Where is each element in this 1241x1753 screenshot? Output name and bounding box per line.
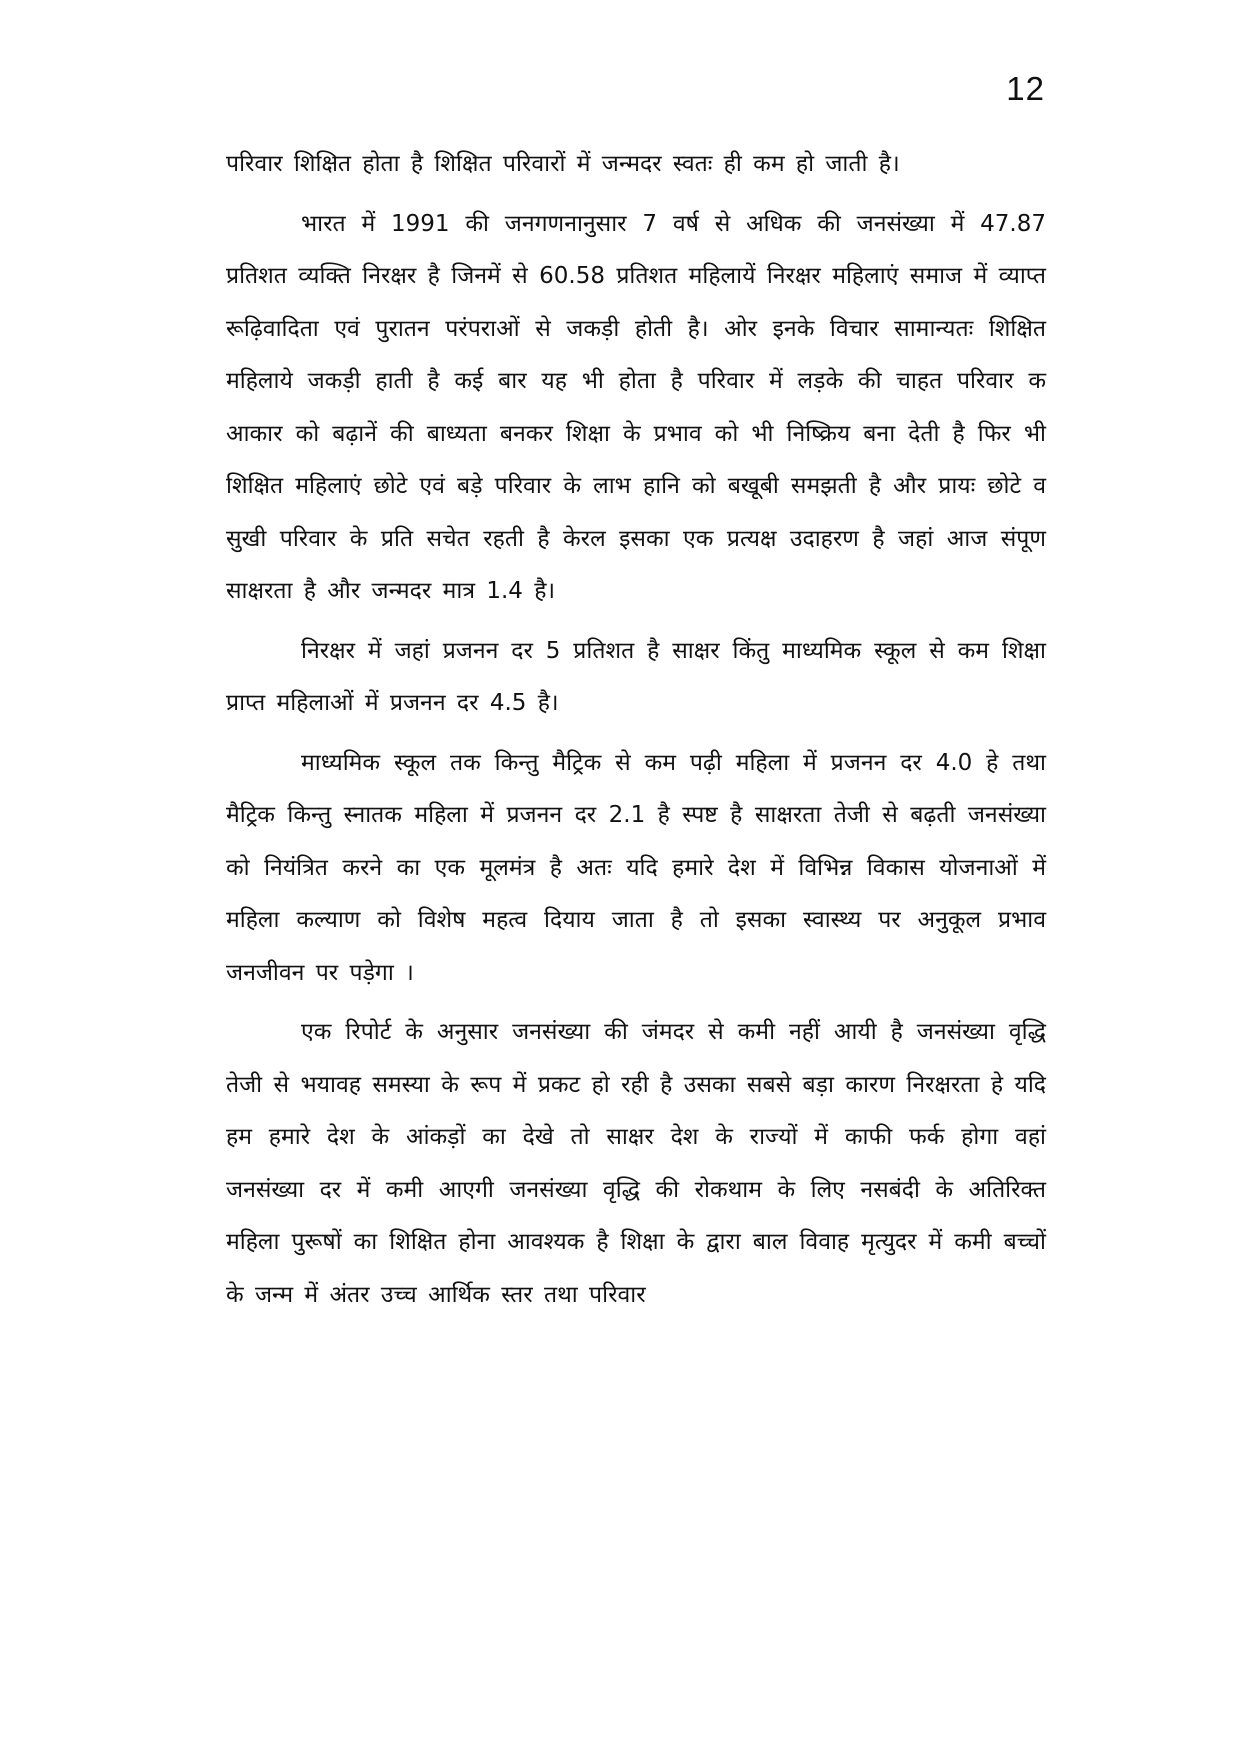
paragraph-report: एक रिपोर्ट के अनुसार जनसंख्या की जंमदर से कमी नहीं आयी है जनसंख्या वृद्धि तेजी से भयावह समस्या के रूप में प्रकट हो रही है उसका सबसे बड़ा कारण निरक्षरता हे यदि हम हमारे देश के आंकड़ों का देखे तो साक्षर देश के राज्यों में काफी फर्क होगा वहां जनसंख्या दर में कमी आएगी जनसंख्या वृद्धि की रोकथाम के लिए नसबंदी के अतिरिक्त महिला पुरूषों का शिक्षित होना आवश्यक है शिक्षा के द्वारा बाल विवाह मृत्युदर में कमी बच्चों के जन्म में अंतर उच्च आर्थिक स्तर तथा परिवार [226, 1019, 1046, 1308]
page-number: 12 [1006, 70, 1045, 107]
paragraph-continued: परिवार शिक्षित होता है शिक्षित परिवारों में जन्मदर स्वतः ही कम हो जाती है। [226, 151, 900, 177]
paragraph-fertility-illiterate: निरक्षर में जहां प्रजनन दर 5 प्रतिशत है साक्षर किंतु माध्यमिक स्कूल से कम शिक्षा प्राप्त महिलाओं में प्रजनन दर 4.5 है। [226, 637, 1046, 716]
page-body [226, 138, 1046, 1321]
paragraph-literacy-census: भारत में 1991 की जनगणनानुसार 7 वर्ष से अधिक की जनसंख्या में 47.87 प्रतिशत व्यक्ति निरक्षर है जिनमें से 60.58 प्रतिशत महिलायें निरक्षर महिलाएं समाज में व्याप्त रूढ़िवादिता एवं पुरातन परंपराओं से जकड़ी होती है। ओर इनके विचार सामान्यतः शिक्षित महिलाये जकड़ी हाती है कई बार यह भी होता है परिवार में लड़के की चाहत परिवार क आकार को बढ़ानें की बाध्यता बनकर शिक्षा के प्रभाव को भी निष्क्रिय बना देती है फिर भी शिक्षित महिलाएं छोटे एवं बड़े परिवार के लाभ हानि को बखूबी समझती है और प्रायः छोटे व सुखी परिवार के प्रति सचेत रहती है केरल इसका एक प्रत्यक्ष उदाहरण है जहां आज संपूण साक्षरता है और जन्मदर मात्र 1.4 है। [226, 210, 1046, 604]
paragraph-fertility-education: माध्यमिक स्कूल तक किन्तु मैट्रिक से कम पढ़ी महिला में प्रजनन दर 4.0 हे तथा मैट्रिक किन्तु स्नातक महिला में प्रजनन दर 2.1 है स्पष्ट है साक्षरता तेजी से बढ़ती जनसंख्या को नियंत्रित करने का एक मूलमंत्र है अतः यदि हमारे देश में विभिन्न विकास योजनाओं में महिला कल्याण को विशेष महत्व दियाय जाता है तो इसका स्वास्थ्य पर अनुकूल प्रभाव जनजीवन पर पड़ेगा । [226, 749, 1046, 986]
